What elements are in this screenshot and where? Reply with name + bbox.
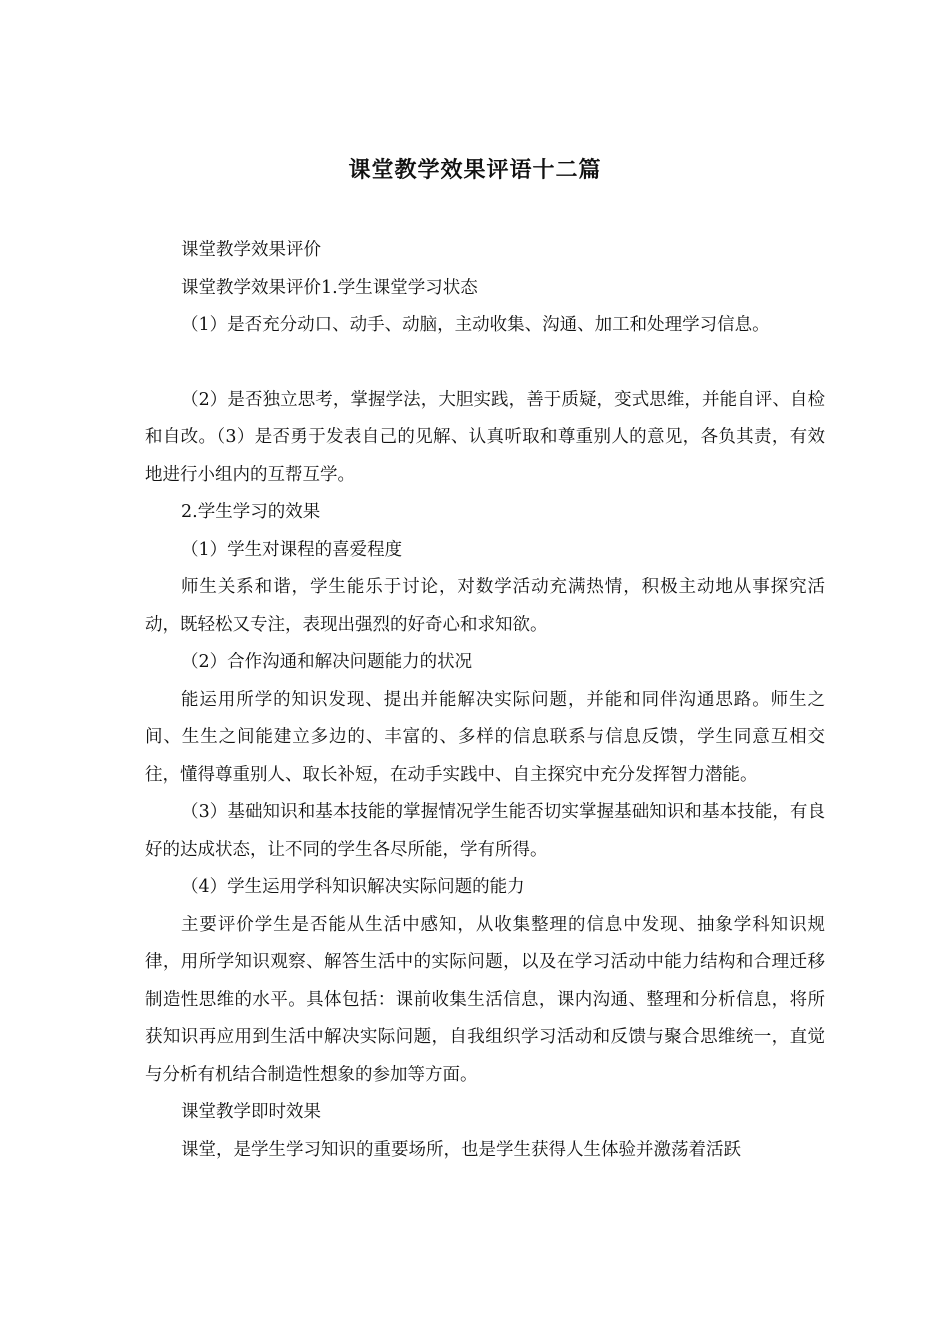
paragraph-subheading-3: （3）基础知识和基本技能的掌握情况学生能否切实掌握基础知识和基本技能，有良好的达成状态，让不同的学生各尽所能，学有所得。 — [145, 802, 825, 860]
paragraph-item-2-3: （2）是否独立思考，掌握学法，大胆实践，善于质疑，变式思维，并能自评、自检和自改。（3）是否勇于发表自己的见解、认真听取和尊重别人的意见，各负其责，有效地进行小组内的互帮互学。 — [145, 389, 825, 485]
document-title: 课堂教学效果评语十二篇 — [348, 157, 602, 183]
document-body — [145, 232, 825, 1169]
paragraph-section-2: 2.学生学习的效果 — [181, 502, 321, 522]
paragraph-item-1: （1）是否充分动口、动手、动脑，主动收集、沟通、加工和处理学习信息。 — [181, 315, 770, 335]
paragraph-subheading-2: （2）合作沟通和解决问题能力的状况 — [181, 652, 473, 672]
paragraph-subheading-4: （4）学生运用学科知识解决实际问题的能力 — [181, 877, 525, 897]
paragraph-heading-immediate-effect: 课堂教学即时效果 — [181, 1102, 321, 1122]
paragraph-body: 能运用所学的知识发现、提出并能解决实际问题，并能和同伴沟通思路。师生之间、生生之间能建立多边的、丰富的、多样的信息联系与信息反馈，学生同意互相交往，懂得尊重别人、取长补短，在动手实践中、自主探究中充分发挥智力潜能。 — [145, 689, 825, 785]
paragraph-heading-evaluation: 课堂教学效果评价 — [181, 240, 321, 260]
paragraph-body: 主要评价学生是否能从生活中感知，从收集整理的信息中发现、抽象学科知识规律，用所学知识观察、解答生活中的实际问题，以及在学习活动中能力结构和合理迁移制造性思维的水平。具体包括：课前收集生活信息，课内沟通、整理和分析信息，将所获知识再应用到生活中解决实际问题，自我组织学习活动和反馈与聚合思维统一，直觉与分析有机结合制造性想象的参加等方面。 — [145, 914, 825, 1085]
paragraph-body: 课堂，是学生学习知识的重要场所，也是学生获得人生体验并激荡着活跃 — [181, 1139, 741, 1160]
paragraph-section-1: 课堂教学效果评价1.学生课堂学习状态 — [181, 277, 478, 298]
paragraph-body: 师生关系和谐，学生能乐于讨论，对数学活动充满热情，积极主动地从事探究活动，既轻松又专注，表现出强烈的好奇心和求知欲。 — [145, 577, 825, 635]
paragraph-subheading-1: （1）学生对课程的喜爱程度 — [181, 539, 403, 560]
